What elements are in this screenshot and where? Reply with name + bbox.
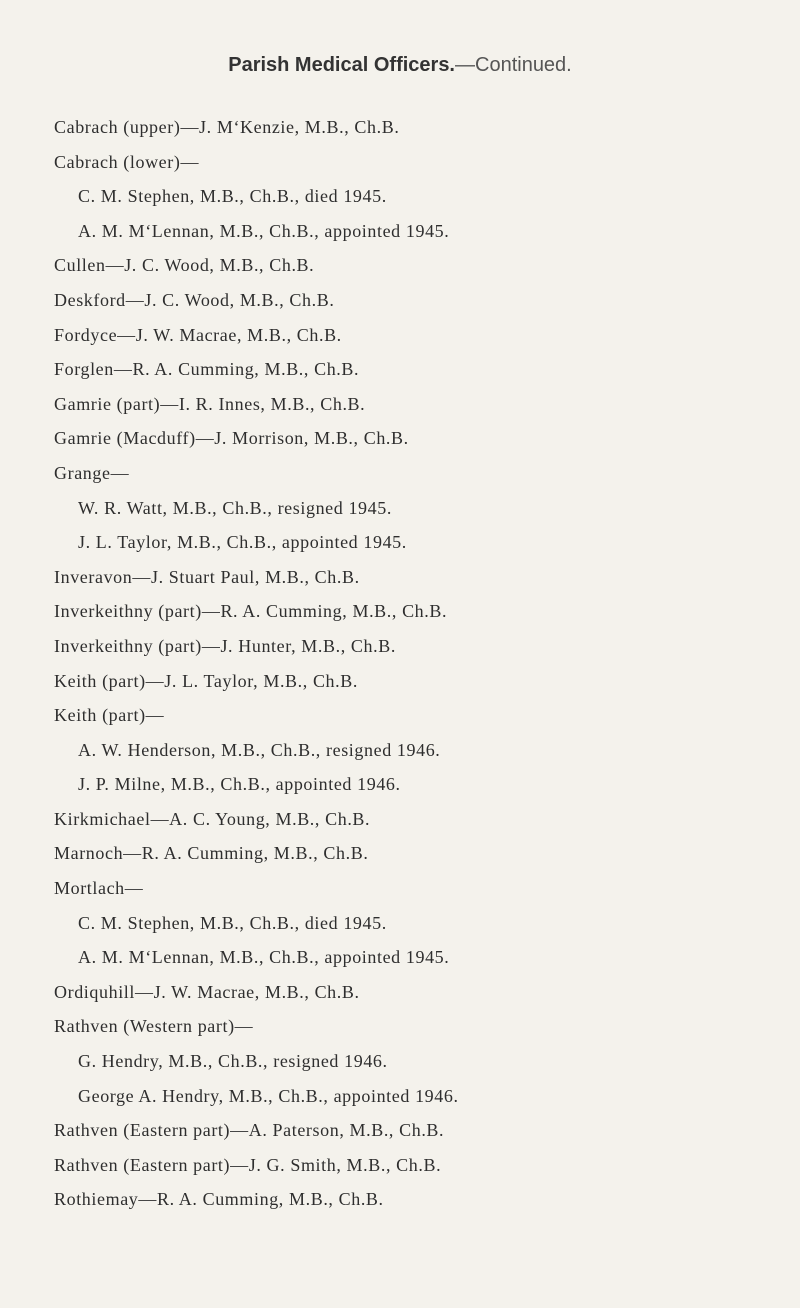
parish-entry: Inverkeithny (part)—J. Hunter, M.B., Ch.B. [54,635,396,656]
parish-entry: Inverkeithny (part)—R. A. Cumming, M.B., Ch.B. [54,601,448,622]
officer-sub-entry: George A. Hendry, M.B., Ch.B., appointed 1946. [78,1085,459,1106]
parish-entry: Marnoch—R. A. Cumming, M.B., Ch.B. [54,843,369,864]
parish-entry: Rothiemay—R. A. Cumming, M.B., Ch.B. [54,1189,384,1210]
parish-entry: Rathven (Western part)— [54,1016,254,1037]
parish-entry: Mortlach— [54,878,144,899]
parish-entry: Deskford—J. C. Wood, M.B., Ch.B. [54,289,335,310]
parish-entry: Keith (part)—J. L. Taylor, M.B., Ch.B. [54,670,358,691]
parish-entry: Inveravon—J. Stuart Paul, M.B., Ch.B. [54,566,360,587]
officer-sub-entry: C. M. Stephen, M.B., Ch.B., died 1945. [78,186,387,207]
parish-entry: Fordyce—J. W. Macrae, M.B., Ch.B. [54,324,342,345]
officer-sub-entry: A. M. M‘Lennan, M.B., Ch.B., appointed 1945. [78,947,450,968]
parish-entry: Cabrach (upper)—J. M‘Kenzie, M.B., Ch.B. [54,117,400,137]
parish-entry: Cabrach (lower)— [54,151,200,172]
officer-sub-entry: G. Hendry, M.B., Ch.B., resigned 1946. [78,1051,388,1072]
officer-sub-entry: C. M. Stephen, M.B., Ch.B., died 1945. [78,912,387,933]
officer-list [54,116,784,1223]
parish-entry: Forglen—R. A. Cumming, M.B., Ch.B. [54,359,360,380]
parish-entry: Cullen—J. C. Wood, M.B., Ch.B. [54,255,315,276]
parish-entry: Rathven (Eastern part)—A. Paterson, M.B., Ch.B. [54,1120,445,1141]
officer-sub-entry: A. W. Henderson, M.B., Ch.B., resigned 1946. [78,739,441,760]
parish-entry: Grange— [54,462,130,483]
parish-entry: Kirkmichael—A. C. Young, M.B., Ch.B. [54,808,371,829]
parish-entry: Gamrie (Macduff)—J. Morrison, M.B., Ch.B. [54,428,409,449]
heading-continued: —Continued. [455,54,572,76]
officer-sub-entry: W. R. Watt, M.B., Ch.B., resigned 1945. [78,497,392,518]
officer-sub-entry: J. P. Milne, M.B., Ch.B., appointed 1946. [78,774,401,795]
parish-entry: Gamrie (part)—I. R. Innes, M.B., Ch.B. [54,393,366,414]
parish-entry: Keith (part)— [54,705,165,726]
heading-title: Parish Medical Officers. [228,54,455,76]
page-heading [0,54,800,77]
officer-sub-entry: A. M. M‘Lennan, M.B., Ch.B., appointed 1945. [78,220,450,241]
officer-sub-entry: J. L. Taylor, M.B., Ch.B., appointed 1945. [78,532,407,553]
parish-entry: Ordiquhill—J. W. Macrae, M.B., Ch.B. [54,981,360,1002]
parish-entry: Rathven (Eastern part)—J. G. Smith, M.B., Ch.B. [54,1154,442,1175]
